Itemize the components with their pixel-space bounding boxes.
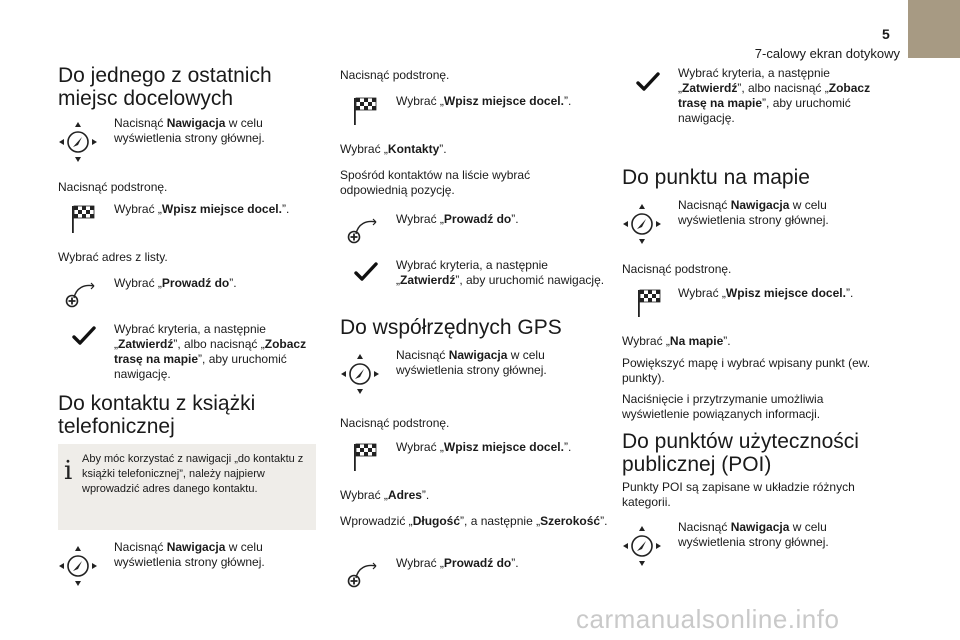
text-choose-address: Wybrać adres z listy.: [58, 250, 168, 264]
checkmark-icon: [72, 326, 96, 346]
chapter-tab: [908, 0, 960, 58]
text-press-subpage: Nacisnąć podstronę.: [340, 68, 450, 82]
confirm-step: Wybrać kryteria, a następnie „Zatwierdź”, albo nacisnąć „Zobacz trasę na mapie”, aby uruchomić nawigację.: [114, 322, 307, 381]
text-on-map: Wybrać „Na mapie”.: [622, 334, 731, 348]
text-press-hold: Naciśnięcie i przytrzymanie umożliwia wyświetlenie powiązanych informacji.: [622, 392, 824, 421]
text-choose-contact: Spośród kontaktów na liście wybrać odpowiednią pozycję.: [340, 168, 531, 197]
checkered-flag-icon: [70, 204, 96, 234]
text-zoom-map: Powiększyć mapę i wybrać wpisany punkt (ew. punkty).: [622, 356, 871, 385]
nav-step: Nacisnąć Nawigacja w celu wyświetlenia strony głównej.: [396, 348, 547, 377]
enter-destination-step: Wybrać „Wpisz miejsce docel.”.: [396, 440, 572, 454]
nav-step: Nacisnąć Nawigacja w celu wyświetlenia strony głównej.: [114, 540, 265, 569]
text-press-subpage: Nacisnąć podstronę.: [622, 262, 732, 276]
guide-to-step: Wybrać „Prowadź do”.: [396, 212, 519, 226]
guide-to-icon: [346, 216, 380, 246]
guide-to-step: Wybrać „Prowadź do”.: [396, 556, 519, 570]
navigation-icon: [58, 544, 98, 588]
navigation-icon: [622, 202, 662, 246]
checkered-flag-icon: [352, 96, 378, 126]
section-title: 7-calowy ekran dotykowy: [754, 46, 900, 61]
watermark: carmanualsonline.info: [576, 604, 840, 634]
info-icon: i: [64, 456, 73, 486]
nav-step: Nacisnąć Nawigacja w celu wyświetlenia strony głównej.: [678, 198, 829, 227]
navigation-icon: [622, 524, 662, 568]
nav-step: Nacisnąć Nawigacja w celu wyświetlenia strony głównej.: [678, 520, 829, 549]
checkered-flag-icon: [636, 288, 662, 318]
enter-destination-step: Wybrać „Wpisz miejsce docel.”.: [396, 94, 572, 108]
info-text: Aby móc korzystać z nawigacji „do kontaktu z książki telefonicznej”, należy najpierw wprowadzić adres danego kontaktu.: [82, 453, 304, 495]
heading-phonebook-contact: Do kontaktu z książki telefonicznej: [58, 392, 256, 438]
text-poi-categories: Punkty POI są zapisane w układzie różnych kategorii.: [622, 480, 855, 509]
text-choose-address: Wybrać „Adres”.: [340, 488, 430, 502]
page-number: 5: [882, 26, 890, 42]
confirm-step: Wybrać kryteria, a następnie „Zatwierdź”, aby uruchomić nawigację.: [396, 258, 605, 287]
navigation-icon: [58, 120, 98, 164]
checkmark-icon: [354, 262, 378, 282]
guide-to-icon: [64, 280, 98, 310]
navigation-icon: [340, 352, 380, 396]
heading-recent-destinations: Do jednego z ostatnich miejsc docelowych: [58, 64, 272, 110]
text-press-subpage: Nacisnąć podstronę.: [58, 180, 168, 194]
text-press-subpage: Nacisnąć podstronę.: [340, 416, 450, 430]
info-box: [58, 444, 316, 530]
text-choose-contacts: Wybrać „Kontakty”.: [340, 142, 447, 156]
guide-to-icon: [346, 560, 380, 590]
checkered-flag-icon: [352, 442, 378, 472]
text-enter-coordinates: Wprowadzić „Długość”, a następnie „Szerokość”.: [340, 514, 608, 528]
heading-map-point: Do punktu na mapie: [622, 166, 810, 189]
enter-destination-step: Wybrać „Wpisz miejsce docel.”.: [114, 202, 290, 216]
enter-destination-step: Wybrać „Wpisz miejsce docel.”.: [678, 286, 854, 300]
heading-poi: Do punktów użyteczności publicznej (POI): [622, 430, 859, 476]
nav-step: Nacisnąć Nawigacja w celu wyświetlenia strony głównej.: [114, 116, 265, 145]
guide-to-step: Wybrać „Prowadź do”.: [114, 276, 237, 290]
heading-gps-coordinates: Do współrzędnych GPS: [340, 316, 562, 339]
checkmark-icon: [636, 72, 660, 92]
confirm-step: Wybrać kryteria, a następnie „Zatwierdź”, albo nacisnąć „Zobacz trasę na mapie”, aby uruchomić nawigację.: [678, 66, 871, 125]
